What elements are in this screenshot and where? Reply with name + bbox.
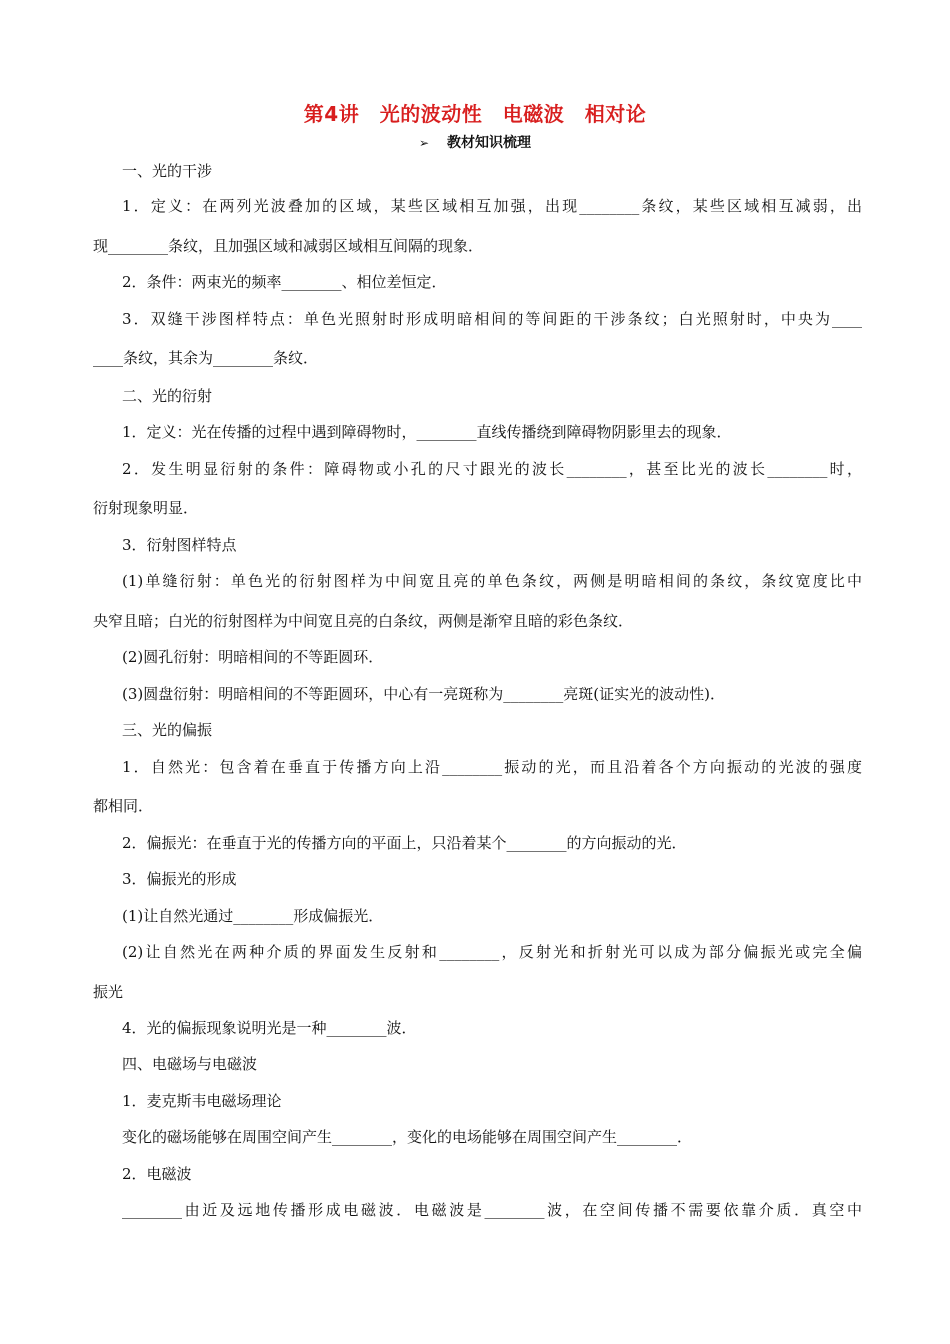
paragraph-line: ________由近及远地传播形成电磁波．电磁波是________波，在空间传播不需要依靠介质．真空中 [122, 1201, 862, 1219]
paragraph-line: 1．自然光：包含着在垂直于传播方向上沿________振动的光，而且沿着各个方向振动的光波的强度 [122, 758, 862, 776]
paragraph-line: 3．双缝干涉图样特点：单色光照射时形成明暗相间的等间距的干涉条纹；白光照射时，中央为____ [122, 310, 862, 328]
heading-polarization: 三、光的偏振 [122, 721, 213, 739]
paragraph-line: 3．偏振光的形成 [122, 870, 237, 888]
paragraph-line: 2．偏振光：在垂直于光的传播方向的平面上，只沿着某个________的方向振动的光． [122, 834, 687, 852]
paragraph-line: 振光 [93, 983, 124, 1001]
lecture-title: 第4讲 光的波动性 电磁波 相对论 [303, 102, 647, 126]
paragraph-line: 1．麦克斯韦电磁场理论 [122, 1092, 282, 1110]
paragraph-line: (3)圆盘衍射：明暗相间的不等距圆环，中心有一亮斑称为________亮斑(证实光的波动性)． [122, 685, 725, 703]
paragraph-line: (1)单缝衍射：单色光的衍射图样为中间宽且亮的单色条纹，两侧是明暗相间的条纹，条纹宽度比中 [122, 572, 862, 590]
paragraph-line: 1．定义：光在传播的过程中遇到障碍物时，________直线传播绕到障碍物阴影里去的现象． [122, 423, 732, 441]
paragraph-line: 1．定义：在两列光波叠加的区域，某些区域相互加强，出现________条纹，某些区域相互减弱，出 [122, 197, 862, 215]
paragraph-line: (2)让自然光在两种介质的界面发生反射和________，反射光和折射光可以成为部分偏振光或完全偏 [122, 943, 862, 961]
paragraph-line: 衍射现象明显． [93, 499, 199, 517]
section-subtitle [0, 132, 950, 152]
paragraph-line: 2．条件：两束光的频率________、相位差恒定． [122, 273, 447, 291]
paragraph-line: (1)让自然光通过________形成偏振光． [122, 907, 384, 925]
paragraph-line: (2)圆孔衍射：明暗相间的不等距圆环． [122, 648, 384, 666]
paragraph-line: 现________条纹，且加强区域和减弱区域相互间隔的现象． [93, 237, 484, 255]
heading-interference: 一、光的干涉 [122, 162, 213, 180]
heading-electromagnetic: 四、电磁场与电磁波 [122, 1055, 258, 1073]
paragraph-line: 变化的磁场能够在周围空间产生________，变化的电场能够在周围空间产生________． [122, 1128, 693, 1146]
paragraph-line: 2．电磁波 [122, 1165, 192, 1183]
arrow-bullet-icon: ➢ [418, 136, 430, 150]
paragraph-line: 4．光的偏振现象说明光是一种________波． [122, 1019, 417, 1037]
paragraph-line: 2．发生明显衍射的条件：障碍物或小孔的尺寸跟光的波长________，甚至比光的波长________时， [122, 460, 862, 478]
paragraph-line: 央窄且暗；白光的衍射图样为中间宽且亮的白条纹，两侧是渐窄且暗的彩色条纹． [93, 612, 634, 630]
subtitle-text: 教材知识梳理 [447, 135, 532, 151]
paragraph-line: ____条纹，其余为________条纹． [93, 349, 319, 367]
paragraph-line: 3．衍射图样特点 [122, 536, 237, 554]
paragraph-line: 都相同． [93, 797, 154, 815]
heading-diffraction: 二、光的衍射 [122, 387, 213, 405]
